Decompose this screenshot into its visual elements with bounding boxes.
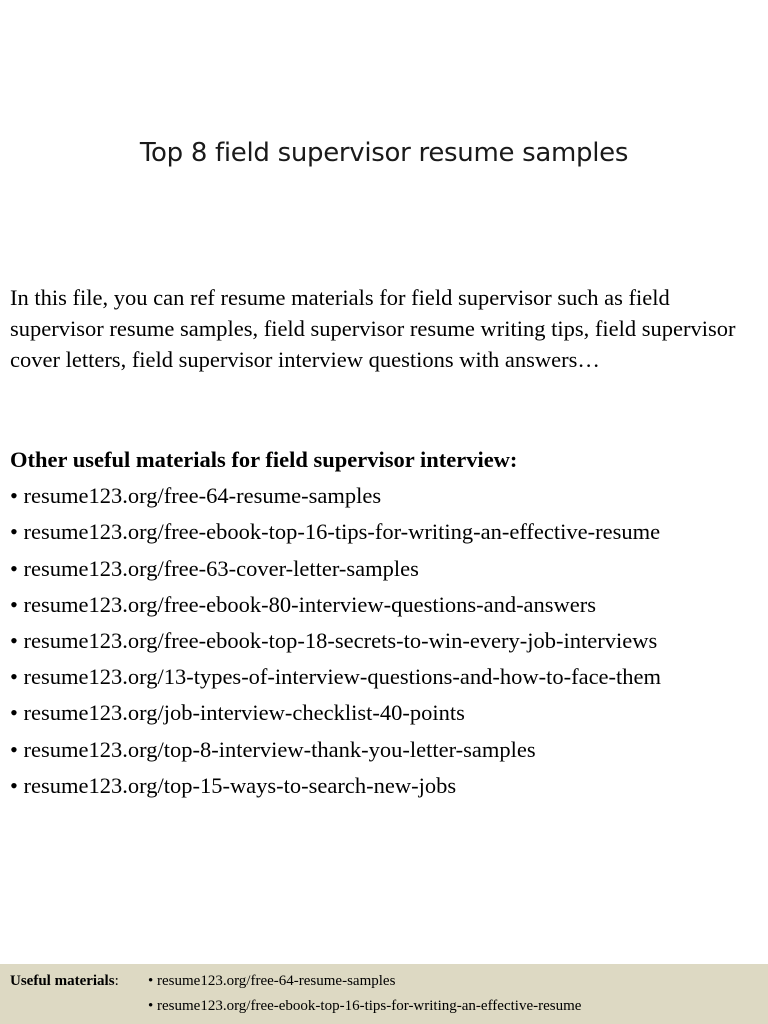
footer-list xyxy=(148,969,581,1019)
bullet: • xyxy=(10,519,18,545)
list-item[interactable] xyxy=(10,732,768,768)
list-item[interactable] xyxy=(10,478,768,514)
footer-item[interactable] xyxy=(148,994,581,1019)
list-item[interactable] xyxy=(10,514,768,550)
footer-label-text: Useful materials xyxy=(10,973,115,989)
materials-list xyxy=(10,478,768,804)
footer-colon: : xyxy=(114,973,119,989)
list-item[interactable] xyxy=(10,695,768,731)
link-text[interactable]: resume123.org/free-64-resume-samples xyxy=(23,483,382,509)
bullet: • xyxy=(148,998,154,1014)
list-item[interactable] xyxy=(10,587,768,623)
bullet: • xyxy=(148,973,154,989)
link-text[interactable]: resume123.org/free-ebook-top-18-secrets-to-win-every-job-interviews xyxy=(23,628,658,654)
bullet: • xyxy=(10,664,18,690)
footer-link-text[interactable]: resume123.org/free-ebook-top-16-tips-for-writing-an-effective-resume xyxy=(157,998,582,1014)
bullet: • xyxy=(10,555,18,581)
list-item[interactable] xyxy=(10,768,768,804)
link-text[interactable]: resume123.org/free-63-cover-letter-samples xyxy=(23,555,419,581)
link-text[interactable]: resume123.org/top-15-ways-to-search-new-jobs xyxy=(23,772,457,798)
footer-label xyxy=(10,969,119,994)
link-text[interactable]: resume123.org/job-interview-checklist-40-points xyxy=(23,700,465,726)
bullet: • xyxy=(10,483,18,509)
bullet: • xyxy=(10,591,18,617)
link-text[interactable]: resume123.org/free-ebook-80-interview-questions-and-answers xyxy=(23,591,597,617)
bullet: • xyxy=(10,772,18,798)
footer-bar xyxy=(0,964,768,1024)
page-title: Top 8 field supervisor resume samples xyxy=(139,138,629,168)
footer-item[interactable] xyxy=(148,969,581,994)
bullet: • xyxy=(10,736,18,762)
bullet: • xyxy=(10,700,18,726)
bullet: • xyxy=(10,628,18,654)
materials-heading: Other useful materials for field supervisor interview: xyxy=(10,447,518,472)
list-item[interactable] xyxy=(10,659,768,695)
list-item[interactable] xyxy=(10,623,768,659)
link-text[interactable]: resume123.org/top-8-interview-thank-you-letter-samples xyxy=(23,736,536,762)
list-item[interactable] xyxy=(10,551,768,587)
footer-link-text[interactable]: resume123.org/free-64-resume-samples xyxy=(157,973,396,989)
link-text[interactable]: resume123.org/free-ebook-top-16-tips-for-writing-an-effective-resume xyxy=(23,519,661,545)
materials-section xyxy=(10,442,768,804)
link-text[interactable]: resume123.org/13-types-of-interview-questions-and-how-to-face-them xyxy=(23,664,662,690)
intro-paragraph: In this file, you can ref resume materials for field supervisor such as field supervisor resume samples, field supervisor resume writing tips, field supervisor cover letters, field supervisor interview questions with answers… xyxy=(10,285,736,372)
